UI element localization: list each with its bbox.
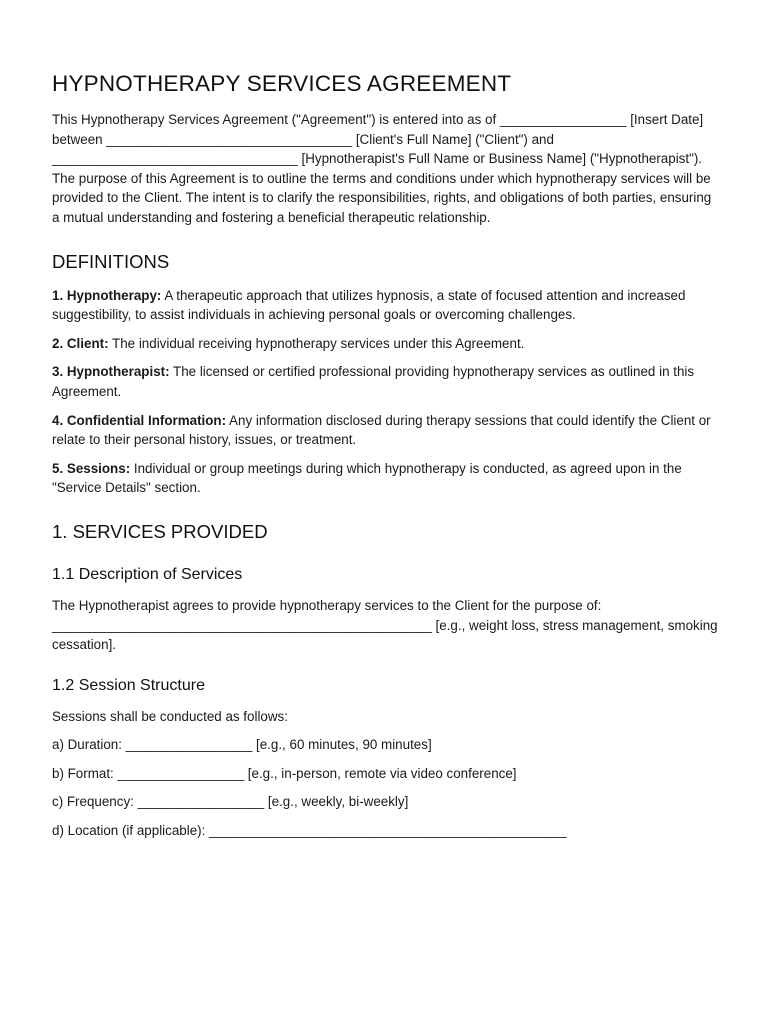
intro-paragraph: This Hypnotherapy Services Agreement ("Agreement") is entered into as of _________________ [Insert Date] between _________________________________ [Client's Full Name] ("Client") and _________________________________ [Hypnotherapist's Full Name or Business Name] ("Hypnotherapist"). The purpose of this Agreement is to outline the terms and conditions under which hypnotherapy services will be provided to the Client. The intent is to clarify the responsibilities, rights, and obligations of both parties, ensuring a mutual understanding and fostering a beneficial therapeutic relationship. bbox=[52, 112, 712, 225]
document-page bbox=[52, 70, 722, 841]
definition-item bbox=[52, 334, 722, 354]
session-structure-intro: Sessions shall be conducted as follows: bbox=[52, 708, 288, 724]
definition-text: Any information disclosed during therapy sessions that could identify the Client or relate to their personal history, issues, or treatment. bbox=[52, 412, 711, 448]
definitions-list bbox=[52, 286, 722, 498]
definition-term: 4. Confidential Information: bbox=[52, 412, 227, 428]
session-duration-line: a) Duration: _________________ [e.g., 60 minutes, 90 minutes] bbox=[52, 737, 432, 753]
session-location-line: d) Location (if applicable): ________________________________________________ bbox=[52, 823, 567, 839]
services-heading: 1. SERVICES PROVIDED bbox=[52, 520, 268, 542]
session-frequency-line: c) Frequency: _________________ [e.g., weekly, bi-weekly] bbox=[52, 794, 409, 810]
definition-text: The individual receiving hypnotherapy services under this Agreement. bbox=[108, 335, 525, 351]
session-structure-heading: 1.2 Session Structure bbox=[52, 676, 205, 694]
document-title: HYPNOTHERAPY SERVICES AGREEMENT bbox=[52, 71, 512, 96]
description-paragraph: The Hypnotherapist agrees to provide hypnotherapy services to the Client for the purpose of: ___________________________________________________ [e.g., weight loss, stress management, smoking cessation]. bbox=[52, 597, 718, 653]
definition-item bbox=[52, 286, 722, 325]
session-format-line: b) Format: _________________ [e.g., in-person, remote via video conference] bbox=[52, 765, 517, 781]
definition-term: 3. Hypnotherapist: bbox=[52, 364, 170, 380]
definition-term: 5. Sessions: bbox=[52, 460, 131, 476]
definition-term: 1. Hypnotherapy: bbox=[52, 287, 162, 303]
definition-item bbox=[52, 411, 722, 450]
definition-term: 2. Client: bbox=[52, 335, 109, 351]
definition-item bbox=[52, 459, 722, 498]
definition-text: Individual or group meetings during which hypnotherapy is conducted, as agreed upon in the "Service Details" section. bbox=[52, 460, 682, 496]
definition-item bbox=[52, 362, 722, 401]
definition-text: The licensed or certified professional providing hypnotherapy services as outlined in this Agreement. bbox=[52, 364, 695, 399]
description-heading: 1.1 Description of Services bbox=[52, 565, 243, 583]
definition-text: A therapeutic approach that utilizes hypnosis, a state of focused attention and increased suggestibility, to assist individuals in achieving personal goals or overcoming challenges. bbox=[52, 287, 686, 323]
definitions-heading: DEFINITIONS bbox=[52, 250, 170, 272]
